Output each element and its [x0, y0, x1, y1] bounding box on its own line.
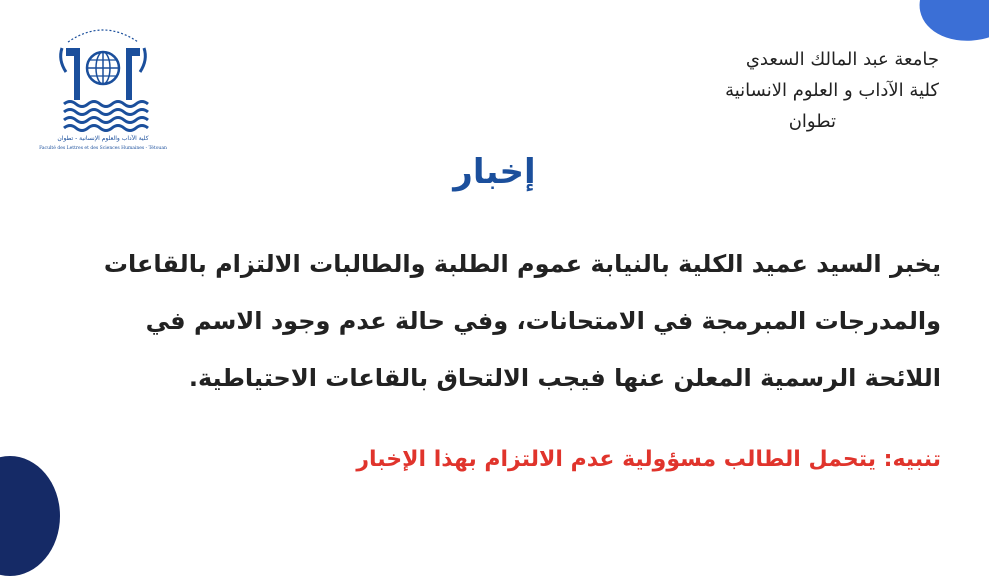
faculty-name: كلية الآداب و العلوم الانسانية: [725, 80, 939, 101]
logo-caption-arabic: كلية الآداب والعلوم الإنسانية - تطوان: [57, 135, 149, 142]
city-name: تطوان: [788, 111, 836, 132]
university-name: جامعة عبد المالك السعدي: [745, 49, 939, 70]
university-logo: [28, 20, 178, 160]
university-logo-icon: [28, 20, 178, 140]
institution-block: [639, 44, 939, 137]
body-line: والمدرجات المبرمجة في الامتحانات، وفي حالة عدم وجود الاسم في: [145, 307, 941, 335]
body-line: يخبر السيد عميد الكلية بالنيابة عموم الطلبة والطالبات الالتزام بالقاعات: [103, 250, 941, 278]
decorative-corner-top-right: [912, 0, 989, 51]
announcement-body: [48, 236, 941, 407]
body-line: اللائحة الرسمية المعلن عنها فيجب الالتحاق بالقاعات الاحتياطية.: [188, 364, 941, 392]
warning-notice: تنبيه: يتحمل الطالب مسؤولية عدم الالتزام بهذا الإخبار: [356, 447, 941, 472]
decorative-corner-bottom-left: [0, 456, 60, 576]
logo-caption-french: Faculté des Lettres et des Sciences Humaines - Tétouan: [39, 146, 167, 151]
page-title: إخبار: [453, 152, 536, 192]
